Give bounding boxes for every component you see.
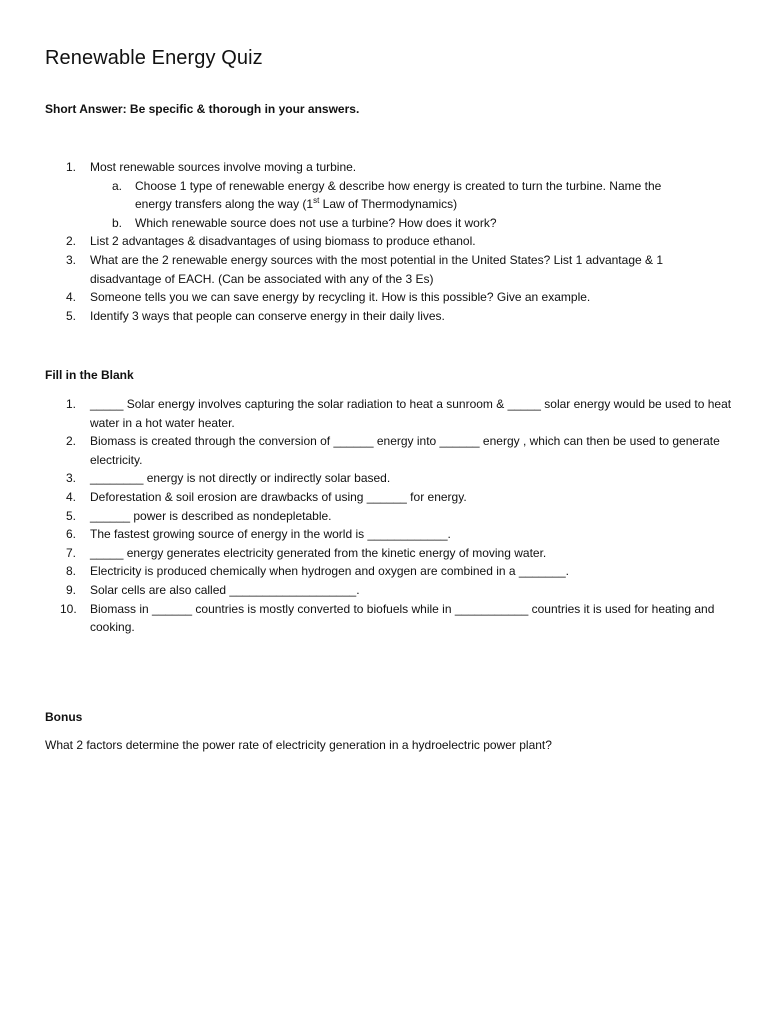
item-number: 2. xyxy=(66,434,77,449)
item-number: 9. xyxy=(66,582,77,597)
item-number: 3. xyxy=(66,471,77,486)
item-text: _____ energy generates electricity generated from the kinetic energy of moving water. xyxy=(90,545,547,560)
page-title: Renewable Energy Quiz xyxy=(45,47,263,69)
list-item xyxy=(45,307,735,326)
item-number: 4. xyxy=(66,489,77,504)
item-number: 1. xyxy=(66,160,77,174)
list-item xyxy=(45,488,735,507)
item-number: 4. xyxy=(66,290,77,305)
short-answer-heading: Short Answer: Be specific & thorough in your answers. xyxy=(45,102,360,116)
sub-item-text: Choose 1 type of renewable energy & describe how energy is created to turn the turbine. Name the energy transfers along the way (1 xyxy=(135,178,662,212)
item-number: 6. xyxy=(66,527,77,542)
item-text: ________ energy is not directly or indirectly solar based. xyxy=(90,471,391,486)
item-text: Biomass in ______ countries is mostly converted to biofuels while in ___________ countries it is used for heating and cooking. xyxy=(90,601,715,635)
list-item xyxy=(45,251,735,288)
list-item xyxy=(45,158,735,232)
item-number: 10. xyxy=(60,601,77,616)
list-item xyxy=(45,581,735,600)
item-number: 5. xyxy=(66,508,77,523)
item-text: List 2 advantages & disadvantages of using biomass to produce ethanol. xyxy=(90,234,476,249)
sub-item-text-tail: Law of Thermodynamics) xyxy=(319,197,458,212)
item-text: Most renewable sources involve moving a turbine. xyxy=(90,160,357,174)
sub-item-letter: b. xyxy=(112,215,123,230)
item-number: 7. xyxy=(66,545,77,560)
fill-blank-list xyxy=(45,395,735,637)
bonus-question: What 2 factors determine the power rate of electricity generation in a hydroelectric power plant? xyxy=(45,738,552,752)
item-text: ______ power is described as nondepletable. xyxy=(90,508,332,523)
list-item xyxy=(45,544,735,563)
list-item xyxy=(45,232,735,251)
sub-list xyxy=(90,177,735,233)
item-number: 8. xyxy=(66,564,77,579)
sub-item-text: Which renewable source does not use a turbine? How does it work? xyxy=(135,215,497,230)
item-text: Identify 3 ways that people can conserve energy in their daily lives. xyxy=(90,308,445,323)
fill-blank-heading: Fill in the Blank xyxy=(45,368,134,382)
item-text: Solar cells are also called ___________________. xyxy=(90,582,360,597)
item-text: Someone tells you we can save energy by recycling it. How is this possible? Give an example. xyxy=(90,290,591,305)
item-number: 3. xyxy=(66,252,77,267)
bonus-heading: Bonus xyxy=(45,710,83,724)
sub-list-item xyxy=(90,214,695,233)
list-item xyxy=(45,288,735,307)
list-item xyxy=(45,525,735,544)
sub-item-letter: a. xyxy=(112,178,123,193)
item-number: 2. xyxy=(66,234,77,249)
list-item xyxy=(45,395,735,432)
item-text: What are the 2 renewable energy sources with the most potential in the United States? List 1 advantage & 1 disadvantage of EACH. (Can be associated with any of the 3 Es) xyxy=(90,252,664,286)
item-text: _____ Solar energy involves capturing the solar radiation to heat a sunroom & _____ solar energy would be used to heat water in a hot water heater. xyxy=(90,397,732,430)
list-item xyxy=(45,469,735,488)
item-text: Electricity is produced chemically when hydrogen and oxygen are combined in a _______. xyxy=(90,564,569,579)
item-text: The fastest growing source of energy in the world is ____________. xyxy=(90,527,451,542)
sub-list-item xyxy=(90,177,695,214)
list-item xyxy=(45,600,735,637)
item-number: 1. xyxy=(66,397,77,411)
item-number: 5. xyxy=(66,308,77,323)
list-item xyxy=(45,562,735,581)
list-item xyxy=(45,432,735,469)
short-answer-list xyxy=(45,158,735,325)
item-text: Biomass is created through the conversion of ______ energy into ______ energy , which can then be used to generate electricity. xyxy=(90,434,720,467)
superscript: st xyxy=(313,196,320,206)
item-text: Deforestation & soil erosion are drawbacks of using ______ for energy. xyxy=(90,489,467,504)
list-item xyxy=(45,507,735,526)
